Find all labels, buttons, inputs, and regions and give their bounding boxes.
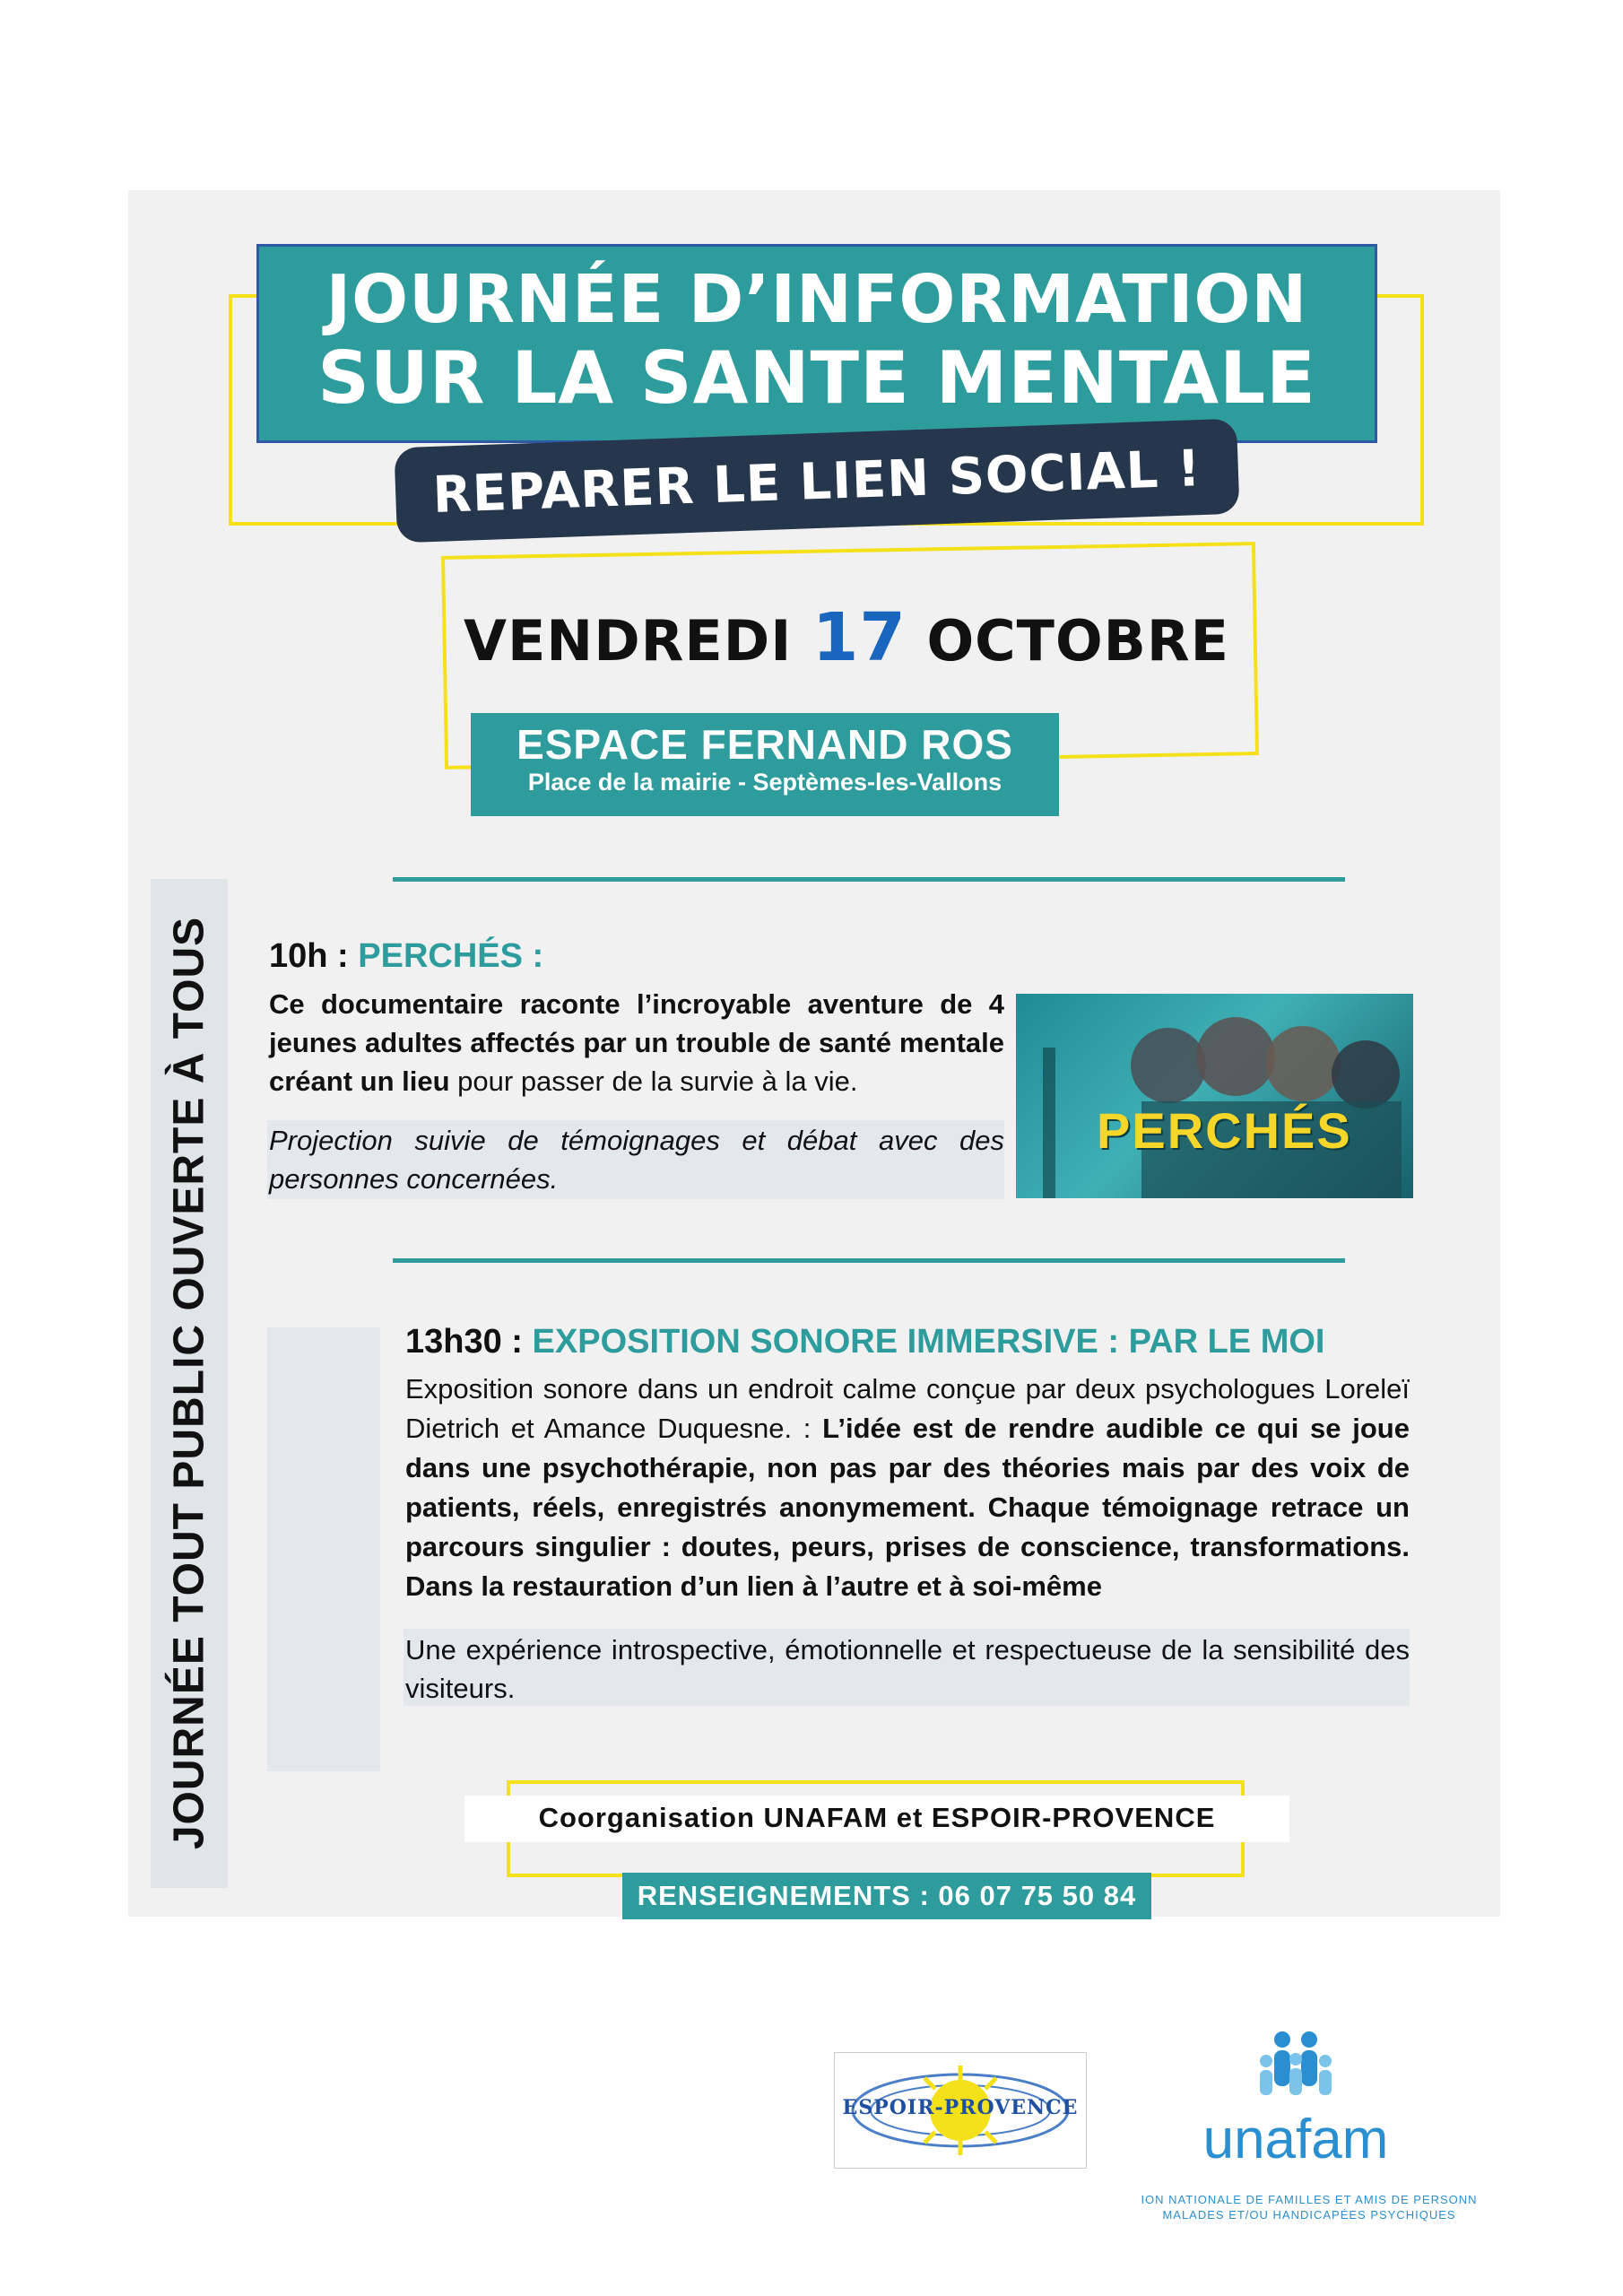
espoir-provence-logo xyxy=(834,2052,1087,2169)
session2-note: Une expérience introspective, émotionnelle et respectueuse de la sensibilité des visiteurs. xyxy=(405,1634,1410,1704)
unafam-logo-word: unafam xyxy=(1202,2109,1389,2170)
session1-note: Projection suivie de témoignages et débat avec des personnes concernées. xyxy=(269,1125,1004,1195)
date-day-name: VENDREDI xyxy=(463,608,793,674)
coorganisation-text: Coorganisation UNAFAM et ESPOIR-PROVENCE xyxy=(538,1802,1216,1833)
session2-heading xyxy=(405,1323,1324,1361)
date-month: OCTOBRE xyxy=(926,608,1230,674)
venue-address: Place de la mairie - Septèmes-les-Vallons xyxy=(527,769,1002,796)
divider-top xyxy=(393,877,1345,882)
subtitle: REPARER LE LIEN SOCIAL ! xyxy=(431,439,1202,525)
unafam-people-icon xyxy=(1255,2029,1336,2100)
session2-sidebar-block xyxy=(267,1327,380,1771)
event-date xyxy=(443,599,1250,676)
film-poster-art xyxy=(1016,994,1413,1198)
session2-desc-bold: L’idée est de rendre audible ce qui se joue dans une psychothérapie, non pas par des théories mais par des voix de patients, réels, enregistrés anonymement. Chaque témoignage retrace un parcours singulier : doutes, peurs, prises de conscience, transformations. Dans la restauration d’un lien à l’autre et à soi-même xyxy=(405,1413,1410,1602)
info-box xyxy=(622,1873,1151,1919)
session1-description xyxy=(269,985,1004,1100)
vertical-banner-strip xyxy=(151,879,228,1888)
perches-image-title: PERCHÉS xyxy=(1097,1102,1352,1159)
divider-middle xyxy=(393,1258,1345,1263)
session1-desc-bold: Ce documentaire raconte l’incroyable aventure de 4 jeunes adultes affectés par un trouble de santé mentale créant un lieu xyxy=(269,988,1004,1097)
unafam-tagline-1: ION NATIONALE DE FAMILLES ET AMIS DE PERSONN xyxy=(1141,2193,1478,2206)
title-line-2: SUR LA SANTE MENTALE xyxy=(317,336,1316,420)
session2-title: EXPOSITION SONORE IMMERSIVE : PAR LE MOI xyxy=(532,1323,1325,1361)
session1-title: PERCHÉS : xyxy=(358,937,544,975)
espoir-provence-label: ESPOIR-PROVENCE xyxy=(842,2096,1079,2119)
session2-desc-normal: Exposition sonore dans un endroit calme conçue par deux psychologues Loreleï Dietrich et Amance Duquesne. : xyxy=(405,1373,1410,1444)
vertical-banner: JOURNÉE TOUT PUBLIC OUVERTE À TOUS xyxy=(165,916,213,1850)
info-phone: RENSEIGNEMENTS : 06 07 75 50 84 xyxy=(637,1880,1137,1911)
venue-box xyxy=(471,713,1059,816)
session1-heading xyxy=(269,937,543,976)
perches-film-image xyxy=(1016,994,1413,1198)
title-box xyxy=(256,244,1377,443)
session1-time: 10h : xyxy=(269,937,349,975)
unafam-tagline-2: MALADES ET/OU HANDICAPÉES PSYCHIQUES xyxy=(1162,2208,1456,2222)
session2-time: 13h30 : xyxy=(405,1323,523,1361)
date-day-number: 17 xyxy=(812,599,907,676)
title-line-1: JOURNÉE D’INFORMATION xyxy=(325,261,1308,338)
venue-name: ESPACE FERNAND ROS xyxy=(516,721,1013,768)
session1-desc-rest: pour passer de la survie à la vie. xyxy=(449,1065,858,1097)
session2-description xyxy=(405,1370,1410,1606)
coorganisation-box xyxy=(464,1796,1289,1842)
